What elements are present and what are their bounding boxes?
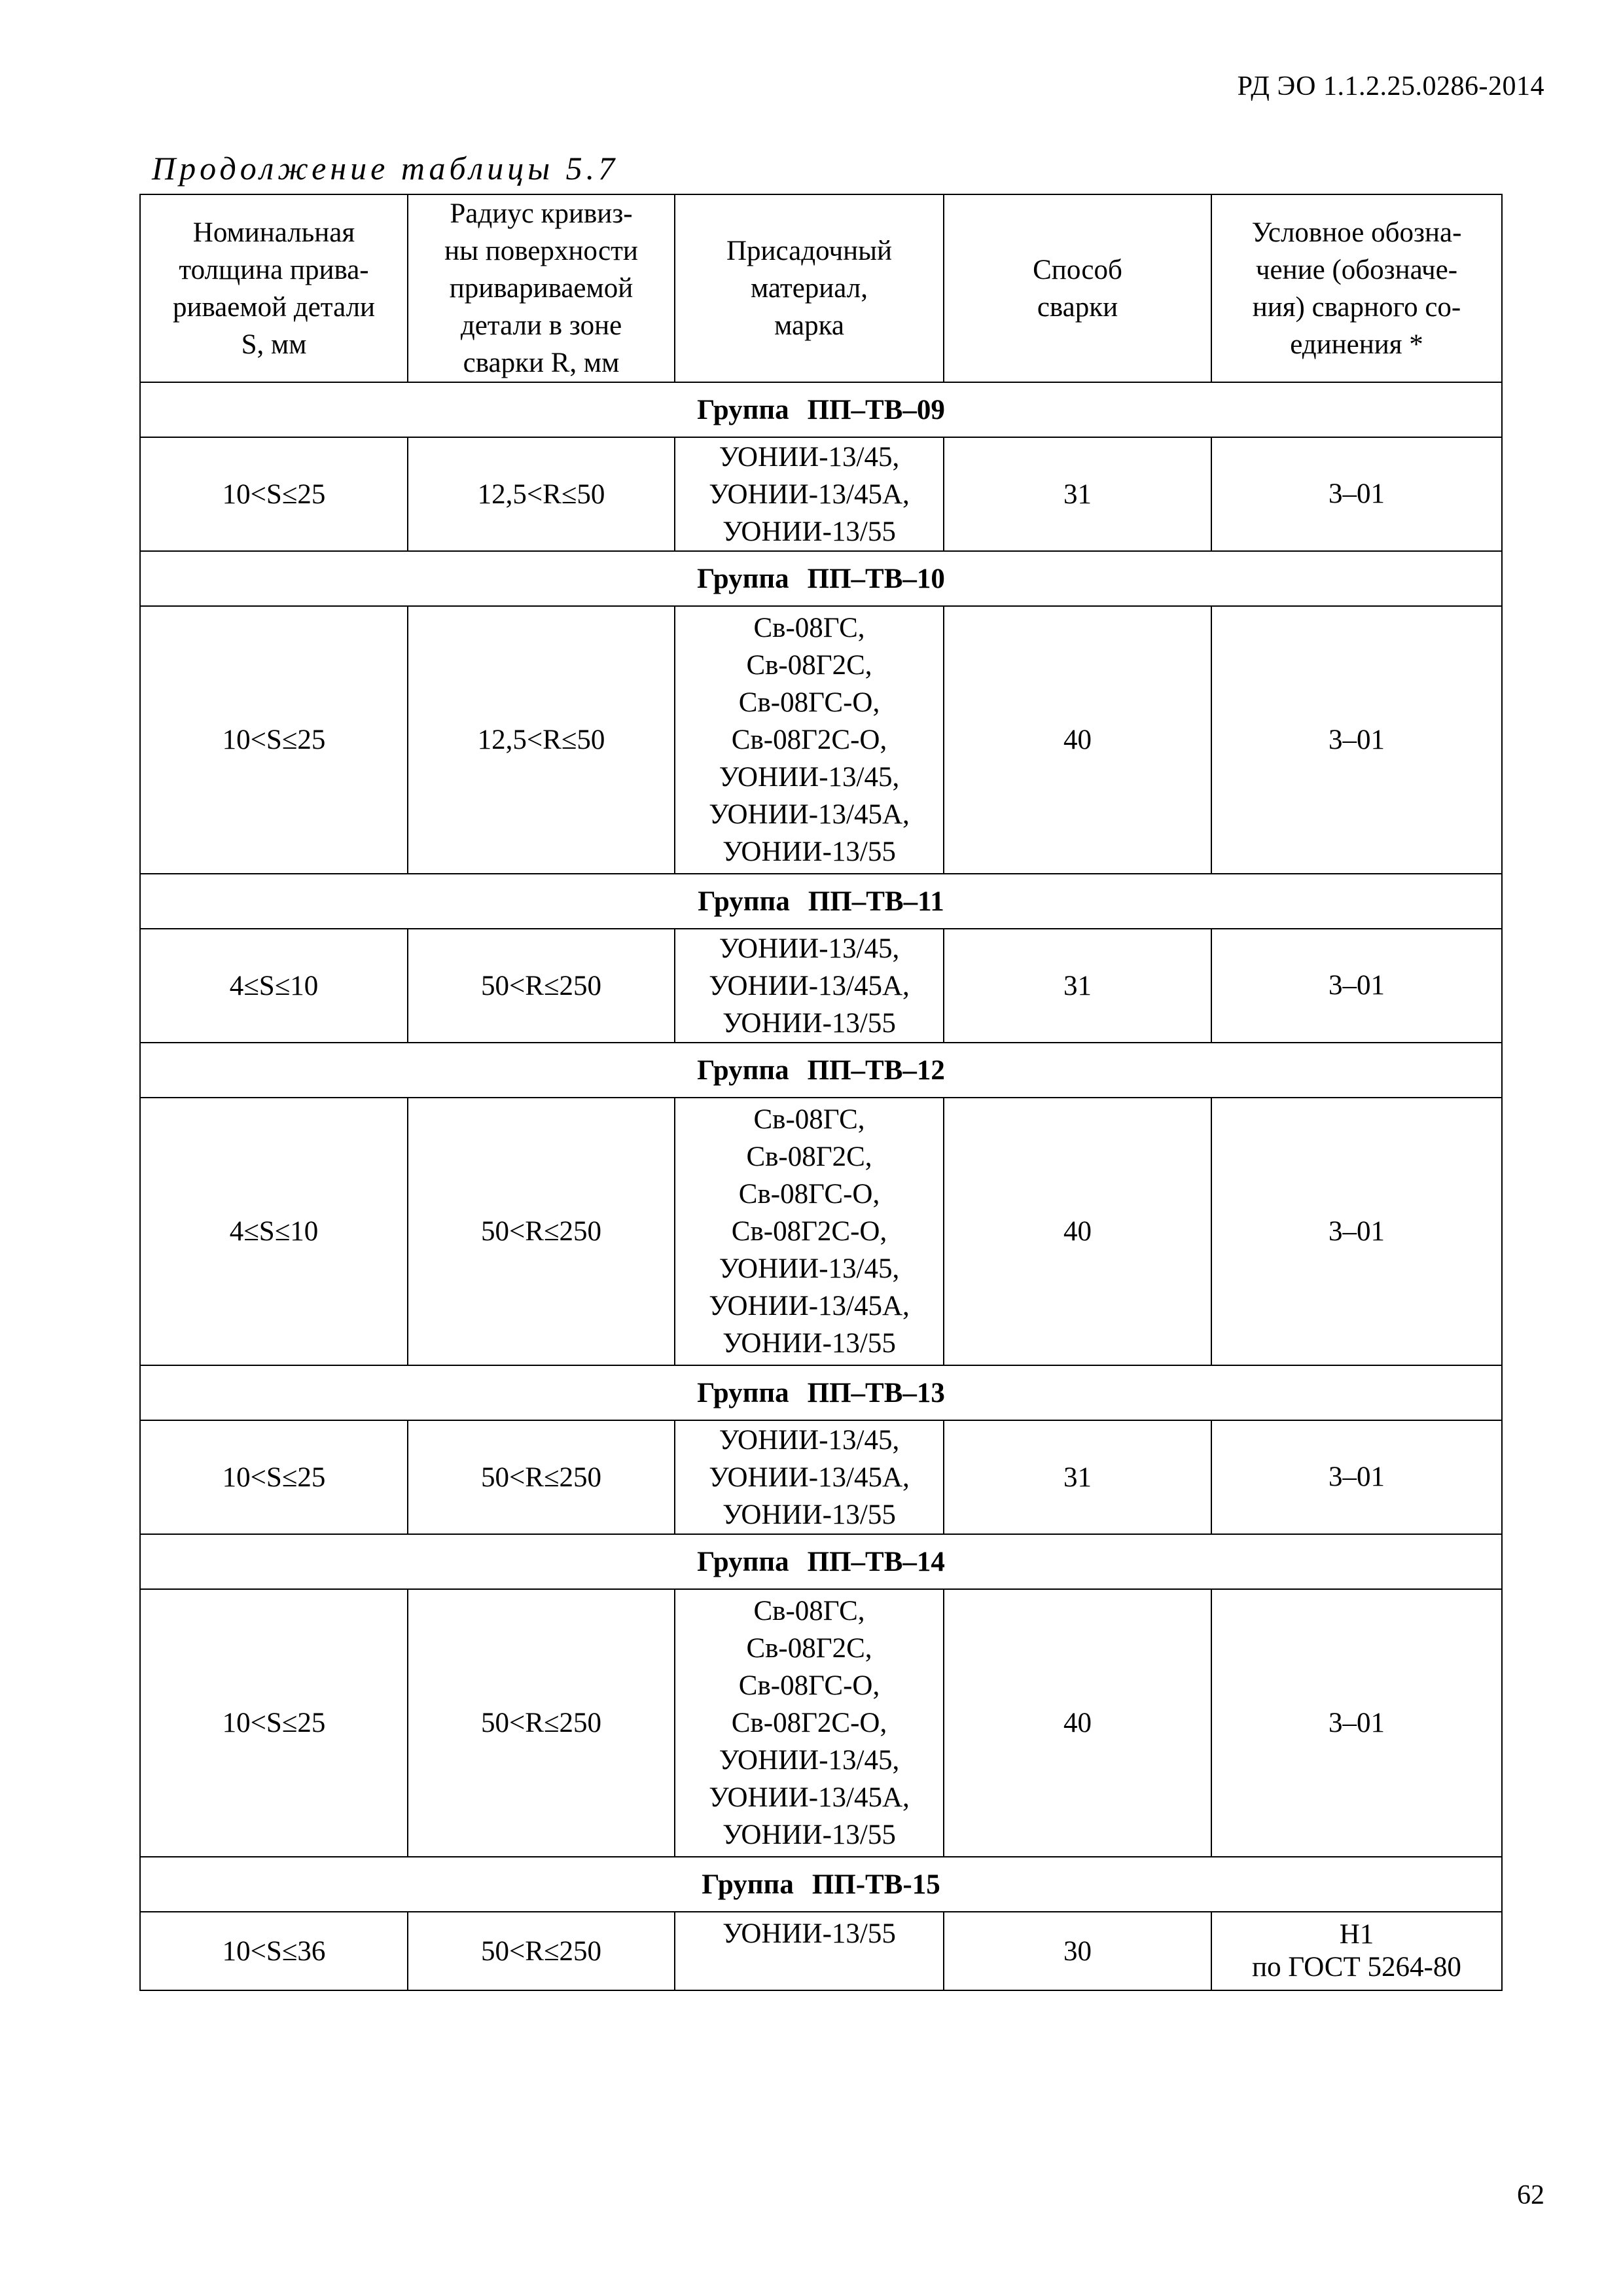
column-header-welding-method: Способ сварки <box>944 194 1211 382</box>
group-label: Группа <box>698 886 790 917</box>
table-header-row <box>140 194 1502 382</box>
joint-designation-cell: 3–01 <box>1211 929 1502 1043</box>
table-row <box>140 606 1502 874</box>
radius-cell: 50<R≤250 <box>408 1912 675 1990</box>
radius-cell: 50<R≤250 <box>408 1098 675 1365</box>
table-row <box>140 1098 1502 1365</box>
group-title <box>140 382 1502 437</box>
group-header-row <box>140 1365 1502 1420</box>
filler-material-item: УОНИИ-13/45А, <box>709 1291 910 1321</box>
column-header-filler-material: Присадочный материал, марка <box>675 194 944 382</box>
group-label: Группа <box>697 563 789 594</box>
group-label: Группа <box>697 1546 789 1577</box>
group-title <box>140 1534 1502 1589</box>
filler-material-item: УОНИИ-13/45, <box>719 1745 900 1776</box>
filler-material-item: Св-08ГС-О, <box>738 687 880 718</box>
radius-cell: 12,5<R≤50 <box>408 606 675 874</box>
filler-material-item: УОНИИ-13/45, <box>719 1424 900 1456</box>
table-caption: Продолжение таблицы 5.7 <box>152 150 619 187</box>
filler-material-item: УОНИИ-13/45, <box>719 441 900 473</box>
group-code: ПП–ТВ–10 <box>807 563 945 594</box>
group-header-row <box>140 382 1502 437</box>
table-body <box>140 382 1502 1990</box>
filler-material-cell <box>675 1912 944 1990</box>
filler-material-item: УОНИИ-13/45, <box>719 933 900 964</box>
filler-material-item: УОНИИ-13/45А, <box>709 1462 910 1493</box>
filler-material-cell <box>675 1420 944 1534</box>
joint-designation-cell: 3–01 <box>1211 606 1502 874</box>
thickness-cell: 4≤S≤10 <box>140 929 408 1043</box>
joint-designation-cell: 3–01 <box>1211 1589 1502 1857</box>
thickness-cell: 10<S≤25 <box>140 1420 408 1534</box>
radius-cell: 50<R≤250 <box>408 1589 675 1857</box>
filler-material-item: УОНИИ-13/45А, <box>709 799 910 830</box>
group-code: ПП–ТВ–12 <box>807 1054 945 1086</box>
filler-material-item: УОНИИ-13/45А, <box>709 970 910 1001</box>
group-code: ПП–ТВ–09 <box>807 394 945 425</box>
group-code: ПП–ТВ–13 <box>807 1377 945 1408</box>
joint-designation-cell: 3–01 <box>1211 1098 1502 1365</box>
joint-designation-cell: Н1 по ГОСТ 5264-80 <box>1211 1912 1502 1990</box>
thickness-cell: 10<S≤25 <box>140 1589 408 1857</box>
thickness-cell: 4≤S≤10 <box>140 1098 408 1365</box>
table-row <box>140 929 1502 1043</box>
radius-cell: 50<R≤250 <box>408 929 675 1043</box>
group-label: Группа <box>697 1054 789 1086</box>
filler-material-cell <box>675 437 944 551</box>
group-label: Группа <box>697 394 789 425</box>
welding-table <box>139 194 1503 1991</box>
filler-material-item: УОНИИ-13/45, <box>719 1253 900 1284</box>
table-row <box>140 1420 1502 1534</box>
table-row <box>140 1589 1502 1857</box>
joint-designation-cell: 3–01 <box>1211 437 1502 551</box>
filler-material-item: Св-08ГС-О, <box>738 1179 880 1210</box>
filler-material-item: Св-08Г2С, <box>746 1141 872 1172</box>
filler-material-item: Св-08ГС, <box>753 613 865 643</box>
welding-method-cell: 40 <box>944 1098 1211 1365</box>
filler-material-item: УОНИИ-13/55 <box>722 1007 896 1039</box>
filler-material-item: Св-08Г2С, <box>746 1633 872 1664</box>
filler-material-cell <box>675 606 944 874</box>
group-title <box>140 551 1502 606</box>
group-header-row <box>140 1043 1502 1098</box>
joint-designation-cell: 3–01 <box>1211 1420 1502 1534</box>
filler-material-item: Св-08ГС, <box>753 1104 865 1135</box>
group-code: ПП–ТВ–11 <box>808 886 944 917</box>
welding-method-cell: 31 <box>944 437 1211 551</box>
thickness-cell: 10<S≤36 <box>140 1912 408 1990</box>
filler-material-item: Св-08Г2С, <box>746 650 872 681</box>
filler-material-item: УОНИИ-13/55 <box>722 1328 896 1359</box>
document-code: РД ЭО 1.1.2.25.0286-2014 <box>1237 71 1544 101</box>
filler-material-cell <box>675 929 944 1043</box>
thickness-cell: 10<S≤25 <box>140 606 408 874</box>
radius-cell: 50<R≤250 <box>408 1420 675 1534</box>
radius-cell: 12,5<R≤50 <box>408 437 675 551</box>
group-header-row <box>140 551 1502 606</box>
filler-material-item: УОНИИ-13/55 <box>722 836 896 867</box>
filler-material-item: Св-08ГС, <box>753 1596 865 1626</box>
filler-material-item: Св-08Г2С-О, <box>731 725 887 755</box>
table-row <box>140 437 1502 551</box>
filler-material-item: Св-08ГС-О, <box>738 1670 880 1701</box>
filler-material-item: УОНИИ-13/55 <box>722 1499 896 1530</box>
column-header-joint-designation: Условное обозна- чение (обозначе- ния) сварного со- единения * <box>1211 194 1502 382</box>
filler-material-item: Св-08Г2С-О, <box>731 1216 887 1247</box>
group-label: Группа <box>697 1377 789 1408</box>
filler-material-cell <box>675 1098 944 1365</box>
group-code: ПП-ТВ-15 <box>812 1869 940 1900</box>
column-header-thickness: Номинальная толщина прива- риваемой детали S, мм <box>140 194 408 382</box>
welding-method-cell: 30 <box>944 1912 1211 1990</box>
filler-material-item: УОНИИ-13/45, <box>719 762 900 793</box>
column-header-radius: Радиус кривиз- ны поверхности привариваемой детали в зоне сварки R, мм <box>408 194 675 382</box>
page-number: 62 <box>1517 2180 1544 2210</box>
filler-material-item: УОНИИ-13/55 <box>722 516 896 547</box>
group-title <box>140 1857 1502 1912</box>
welding-method-cell: 40 <box>944 606 1211 874</box>
filler-material-cell <box>675 1589 944 1857</box>
filler-material-item: УОНИИ-13/45А, <box>709 1782 910 1813</box>
filler-material-item: Св-08Г2С-О, <box>731 1708 887 1738</box>
welding-method-cell: 31 <box>944 929 1211 1043</box>
group-title <box>140 1043 1502 1098</box>
thickness-cell: 10<S≤25 <box>140 437 408 551</box>
filler-material-item: УОНИИ-13/55 <box>722 1820 896 1850</box>
group-title <box>140 874 1502 929</box>
group-label: Группа <box>702 1869 794 1900</box>
welding-method-cell: 40 <box>944 1589 1211 1857</box>
filler-material-item: УОНИИ-13/45А, <box>709 478 910 510</box>
group-header-row <box>140 1857 1502 1912</box>
filler-material-item: УОНИИ-13/55 <box>722 1918 896 1949</box>
table-row <box>140 1912 1502 1990</box>
welding-method-cell: 31 <box>944 1420 1211 1534</box>
group-title <box>140 1365 1502 1420</box>
group-code: ПП–ТВ–14 <box>807 1546 945 1577</box>
group-header-row <box>140 1534 1502 1589</box>
group-header-row <box>140 874 1502 929</box>
